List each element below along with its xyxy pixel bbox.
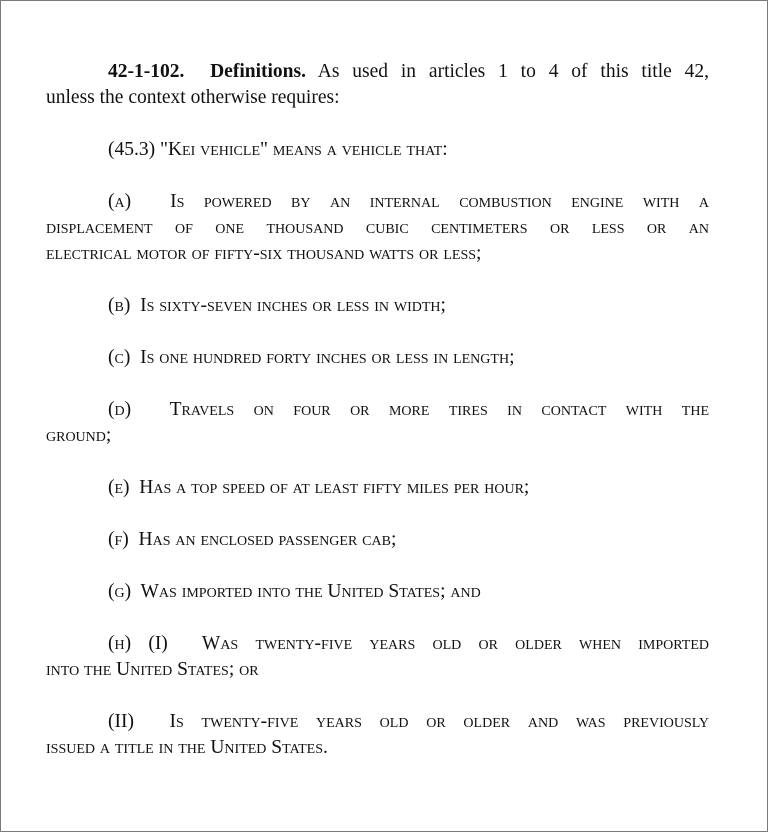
item-e-text: Has a top speed of at least fifty miles per hour; (139, 477, 530, 498)
item-label: (a) (108, 191, 132, 212)
list-item (46, 397, 709, 449)
list-item (46, 189, 709, 267)
item-h-line-1: (h) (I) Was twenty-five years old or older when imported (108, 633, 709, 654)
item-c-text: Is one hundred forty inches or less in length; (140, 347, 515, 368)
section-intro (46, 59, 709, 111)
item-a-line-2: displacement of one thousand cubic centimeters or less or an (46, 217, 709, 238)
item-label: (c) (108, 347, 131, 368)
list-item (46, 631, 709, 683)
section-heading: Definitions. (210, 61, 306, 82)
list-item (46, 579, 709, 605)
item-label: (g) (108, 581, 132, 602)
item-a-line-1: (a) Is powered by an internal combustion engine with a (108, 191, 709, 212)
item-a-line-3: electrical motor of fifty-six thousand watts or less; (46, 243, 482, 264)
intro-text-1: As used in articles 1 to 4 of this title 42, (317, 61, 709, 82)
item-label: (e) (108, 477, 130, 498)
intro-text-2: unless the context otherwise requires: (46, 87, 340, 108)
item-label: (h) (I) (108, 633, 168, 654)
list-item (46, 709, 709, 761)
item-g-text: Was imported into the United States; and (140, 581, 481, 602)
item-f-text: Has an enclosed passenger cab; (138, 529, 397, 550)
section-intro-line-1 (46, 59, 709, 85)
definition-lead: (45.3) "Kei vehicle" means a vehicle that: (108, 139, 448, 160)
list-item (46, 345, 709, 371)
item-d-line-2: ground; (46, 425, 112, 446)
list-item (46, 293, 709, 319)
item-label: (f) (108, 529, 129, 550)
section-number: 42-1-102. (108, 61, 185, 82)
item-label: (II) (108, 711, 134, 732)
item-b-text: Is sixty-seven inches or less in width; (140, 295, 446, 316)
item-ii-line-2: issued a title in the United States. (46, 737, 328, 758)
item-h-line-2: into the United States; or (46, 659, 259, 680)
list-item (46, 527, 709, 553)
item-label: (b) (108, 295, 131, 316)
item-ii-line-1: (II) Is twenty-five years old or older and was previously (108, 711, 709, 732)
item-label: (d) (108, 399, 132, 420)
list-item (46, 475, 709, 501)
item-d-line-1: (d) Travels on four or more tires in contact with the (108, 399, 709, 420)
document-content (46, 59, 709, 761)
